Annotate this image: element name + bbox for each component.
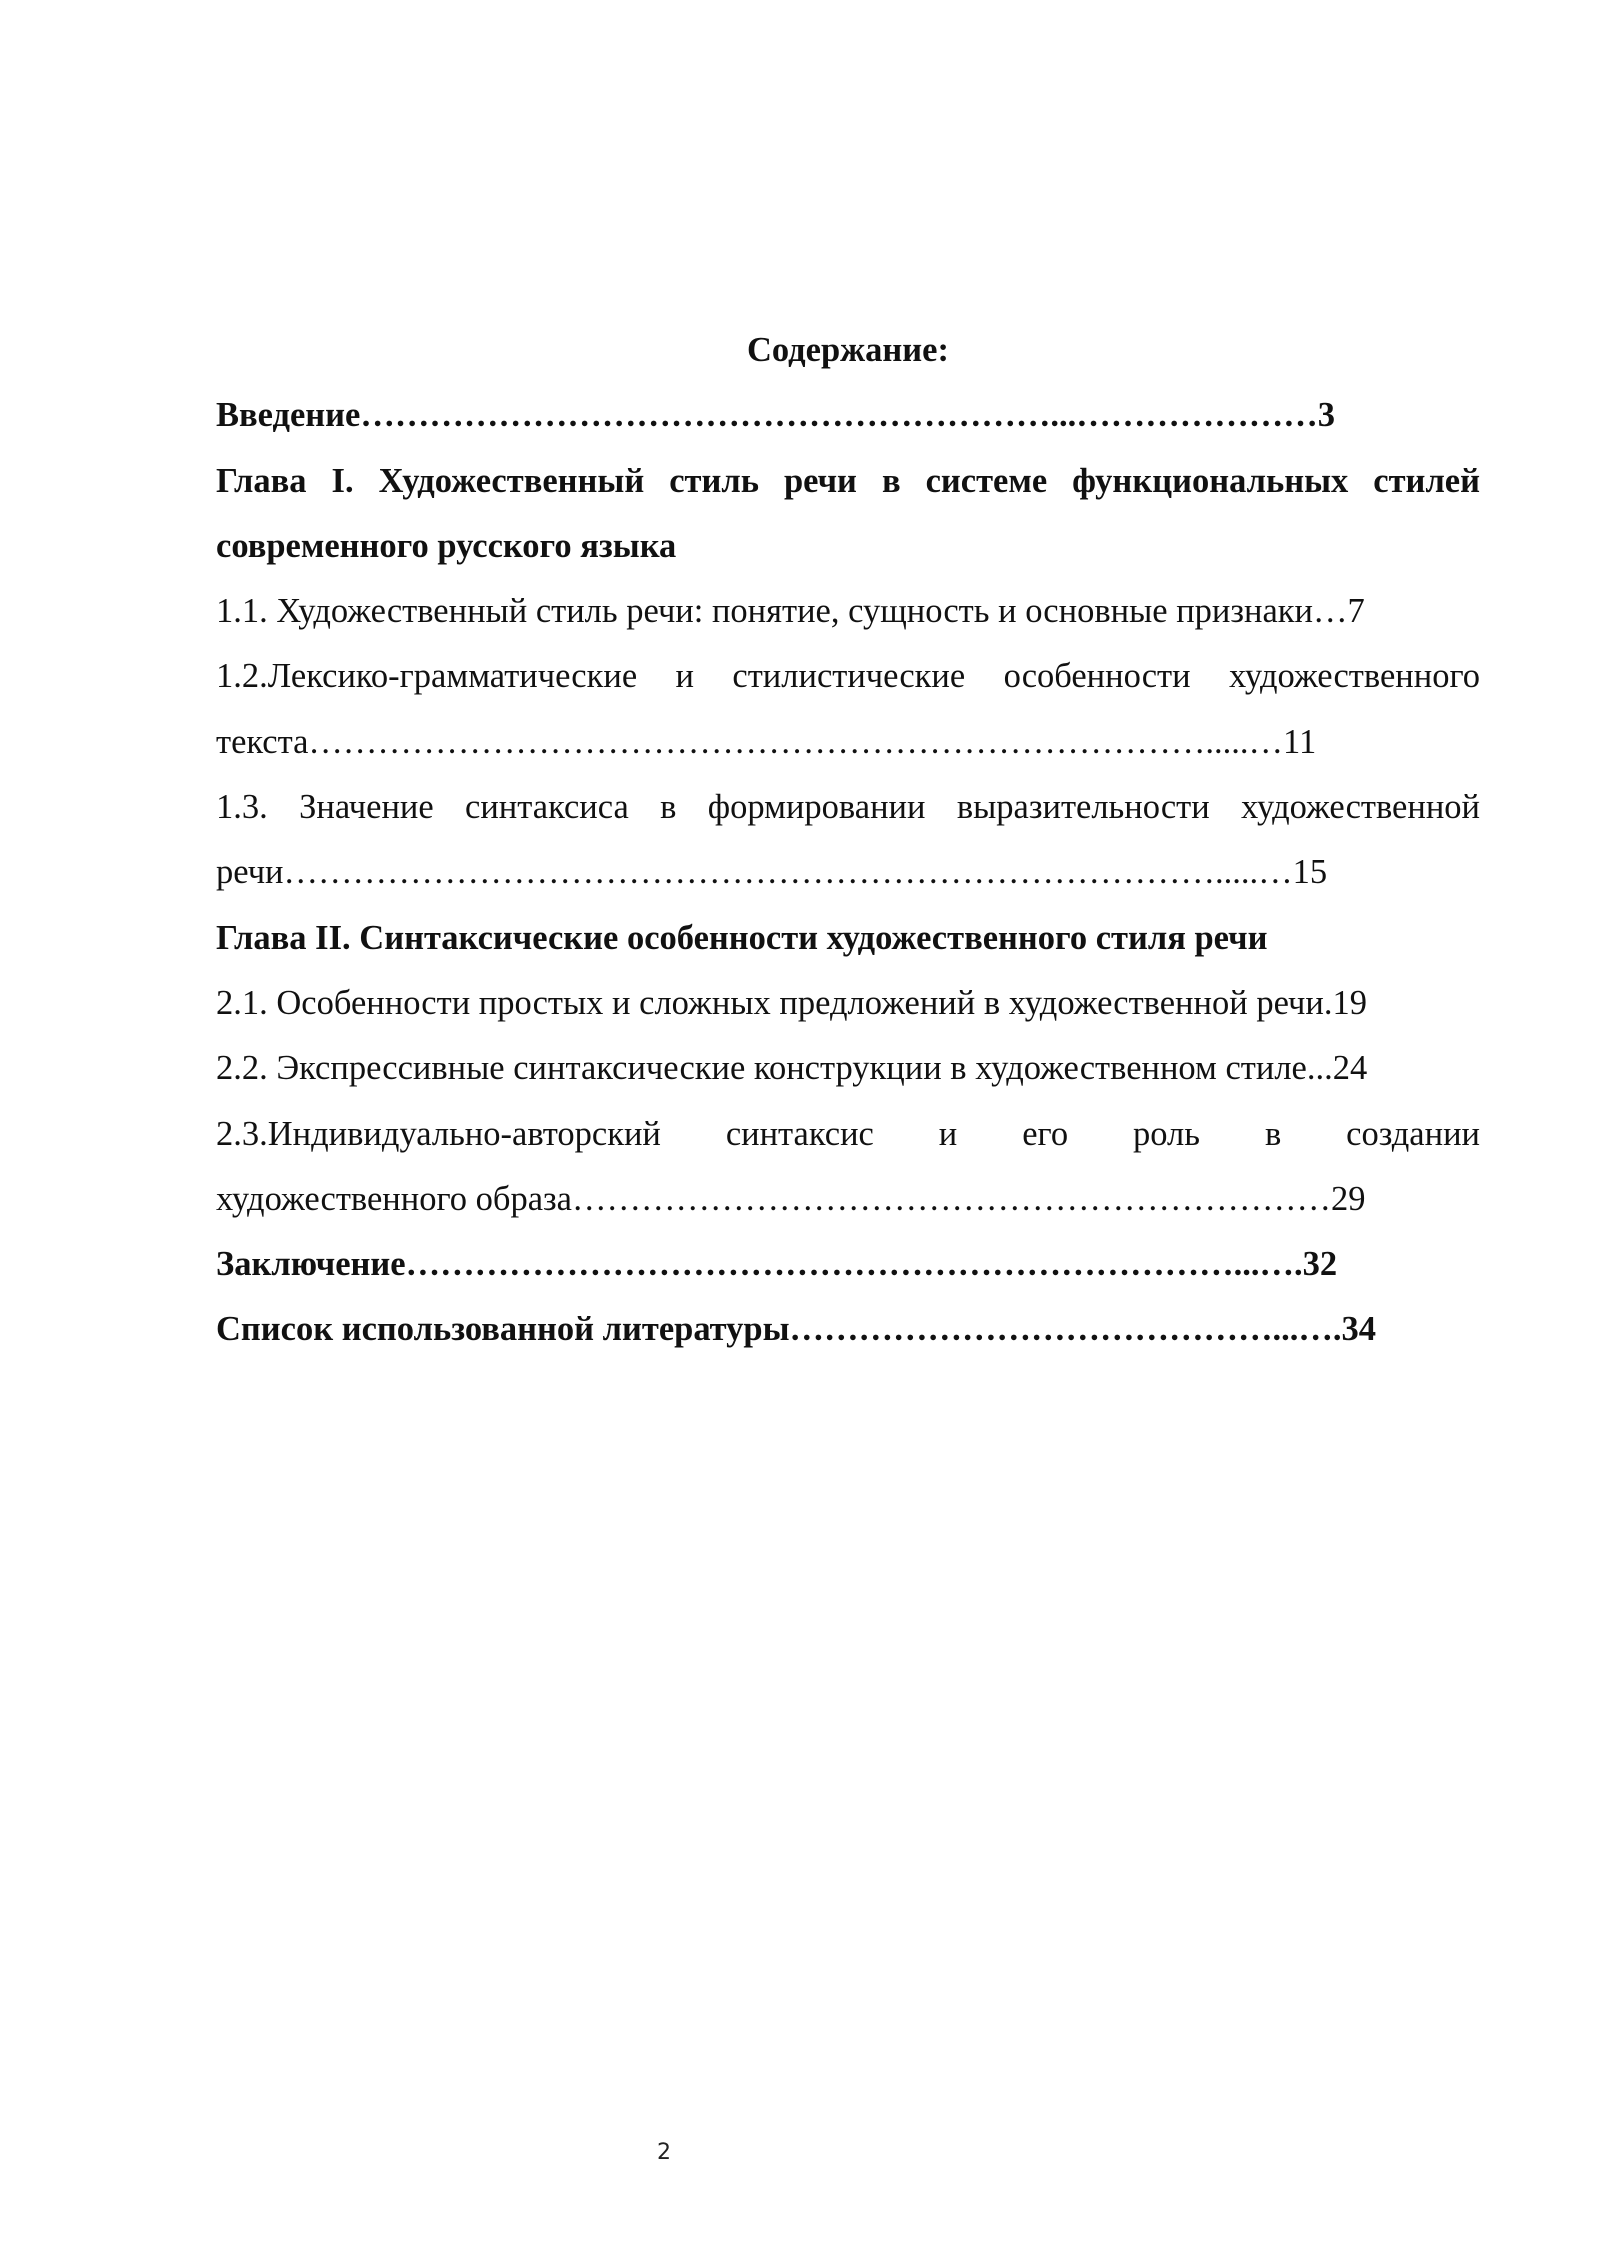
toc-line: Глава I. Художественный стиль речи в системе функциональных стилей (216, 461, 1480, 500)
toc-line: художественного образа…………………………………………………………29 (216, 1179, 1366, 1218)
toc-line: Глава II. Синтаксические особенности художественного стиля речи (216, 918, 1268, 957)
toc-line: 2.2. Экспрессивные синтаксические конструкции в художественном стиле...24 (216, 1049, 1368, 1088)
toc-title: Содержание: (747, 331, 949, 369)
toc-line: современного русского языка (216, 526, 677, 565)
toc-line: Введение……………………………………………………...…………………3 (216, 396, 1335, 435)
toc-line: 1.3. Значение синтаксиса в формировании выразительности художественной (216, 788, 1480, 827)
toc-line: Список использованной литературы……………………………………...….34 (216, 1310, 1377, 1349)
toc-line: 1.1. Художественный стиль речи: понятие, сущность и основные признаки…7 (216, 592, 1365, 631)
page-number: 2 (657, 2140, 671, 2165)
toc-line: 2.3.Индивидуально-авторский синтаксис и его роль в создании (216, 1114, 1480, 1153)
toc-line: 2.1. Особенности простых и сложных предложений в художественной речи.19 (216, 983, 1367, 1022)
toc-line: речи……………………………………………………………………….....…15 (216, 853, 1328, 892)
toc-lines (216, 383, 1480, 1362)
toc-line: Заключение………………………………………………………………...….32 (216, 1245, 1338, 1284)
toc-line: 1.2.Лексико-грамматические и стилистические особенности художественного (216, 657, 1480, 696)
table-of-contents (216, 318, 1480, 1363)
toc-line: текста…………………………………………………………………….....…11 (216, 722, 1317, 761)
